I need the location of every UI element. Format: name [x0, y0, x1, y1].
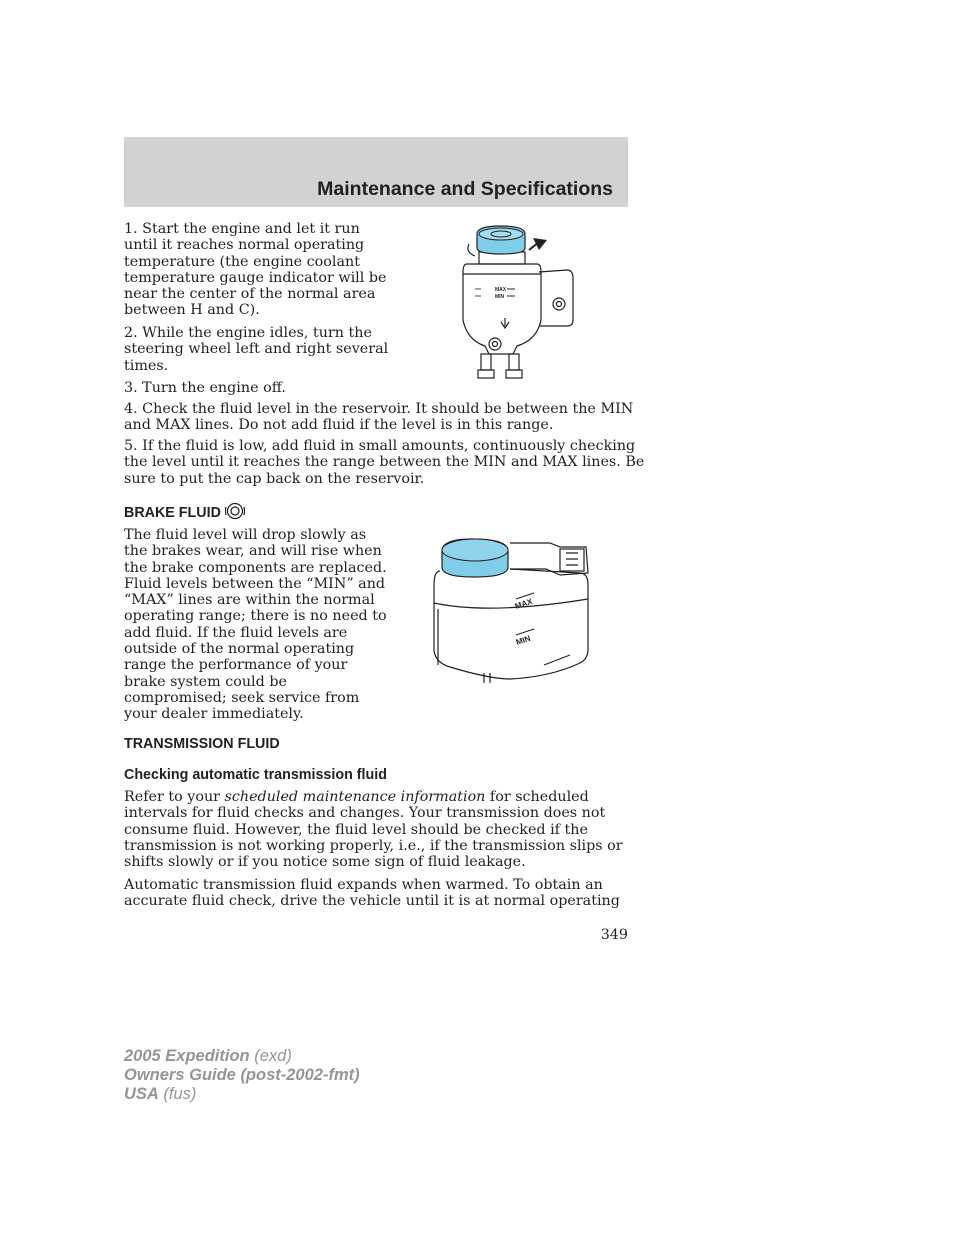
footer-line-3: [124, 1085, 360, 1104]
brake-fluid-symbol-icon: [225, 502, 245, 520]
text-line: add fluid. If the fluid levels are: [124, 624, 348, 641]
text-line: operating range; there is no need to: [124, 608, 387, 625]
transmission-paragraph-1: [124, 789, 623, 870]
text-line: accurate fluid check, drive the vehicle until it is at normal operating: [124, 893, 620, 910]
brake-max-label: MAX: [513, 596, 534, 611]
power-steering-reservoir-figure: [455, 222, 585, 384]
text-line: the brakes wear, and will rise when: [124, 543, 382, 560]
text-line: transmission is not working properly, i.e., if the transmission slips or: [124, 837, 623, 854]
text-line: steering wheel left and right several: [124, 341, 389, 358]
text-line: temperature gauge indicator will be: [124, 269, 387, 286]
brake-fluid-heading-text: BRAKE FLUID: [124, 505, 221, 521]
text-line: 3. Turn the engine off.: [124, 380, 286, 396]
step-2-paragraph: [124, 325, 388, 374]
checking-transmission-subheading: Checking automatic transmission fluid: [124, 767, 387, 783]
footer-model-code: (exd): [249, 1047, 292, 1065]
text-line: your dealer immediately.: [124, 706, 304, 723]
step-1-paragraph: [124, 221, 386, 319]
footer-line-1: [124, 1047, 360, 1066]
text-line: Fluid levels between the “MIN” and: [124, 575, 386, 592]
text-line: 4. Check the fluid level in the reservoir. It should be between the MIN: [124, 401, 634, 417]
text-line: The fluid level will drop slowly as: [124, 527, 367, 543]
footer-market: USA: [124, 1085, 159, 1103]
text-line: the brake components are replaced.: [124, 559, 387, 576]
text-line: near the center of the normal area: [124, 286, 376, 303]
text-line: until it reaches normal operating: [124, 237, 365, 254]
text-line: times.: [124, 357, 169, 374]
brake-fluid-paragraph: [124, 527, 387, 723]
text-line: intervals for fluid checks and changes. Your transmission does not: [124, 805, 606, 822]
step-3-paragraph: [124, 380, 286, 396]
reservoir-max-label: MAX: [495, 287, 507, 293]
footer-model: 2005 Expedition: [124, 1047, 250, 1065]
text-line: [124, 789, 623, 805]
section-title: Maintenance and Specifications: [317, 178, 613, 200]
page-number: 349: [600, 927, 628, 943]
text-span: Refer to your: [124, 789, 225, 805]
text-line: sure to put the cap back on the reservoir.: [124, 470, 425, 487]
step-4-paragraph: [124, 401, 633, 434]
footer-line-2: [124, 1066, 360, 1085]
footer-market-code: (fus): [158, 1085, 197, 1103]
section-header-band: [124, 137, 628, 207]
text-line: brake system could be: [124, 673, 287, 690]
scheduled-maintenance-emphasis: scheduled maintenance information: [224, 789, 486, 805]
footer-guide: Owners Guide (post-2002-fmt): [124, 1066, 360, 1084]
reservoir-min-label: MIN: [495, 294, 505, 300]
text-span: for scheduled: [485, 789, 589, 805]
text-line: “MAX” lines are within the normal: [124, 592, 375, 609]
text-line: shifts slowly or if you notice some sign of fluid leakage.: [124, 854, 526, 871]
text-line: the level until it reaches the range between the MIN and MAX lines. Be: [124, 454, 645, 471]
brake-min-label: MIN: [514, 633, 532, 647]
text-line: 1. Start the engine and let it run: [124, 221, 360, 237]
text-line: between H and C).: [124, 302, 260, 319]
step-5-paragraph: [124, 438, 644, 487]
brake-fluid-heading: [124, 502, 245, 521]
text-line: temperature (the engine coolant: [124, 253, 360, 270]
transmission-fluid-heading: TRANSMISSION FLUID: [124, 736, 280, 752]
text-line: 2. While the engine idles, turn the: [124, 325, 372, 341]
brake-fluid-reservoir-figure: [430, 533, 592, 685]
text-line: outside of the normal operating: [124, 641, 355, 658]
transmission-paragraph-2: [124, 877, 620, 910]
text-line: consume fluid. However, the fluid level should be checked if the: [124, 821, 588, 838]
document-footer: [124, 1047, 360, 1104]
text-line: range the performance of your: [124, 657, 348, 674]
text-line: 5. If the fluid is low, add fluid in small amounts, continuously checking: [124, 438, 636, 454]
text-line: compromised; seek service from: [124, 689, 360, 706]
text-line: Automatic transmission fluid expands when warmed. To obtain an: [124, 877, 603, 893]
text-line: and MAX lines. Do not add fluid if the level is in this range.: [124, 417, 554, 434]
